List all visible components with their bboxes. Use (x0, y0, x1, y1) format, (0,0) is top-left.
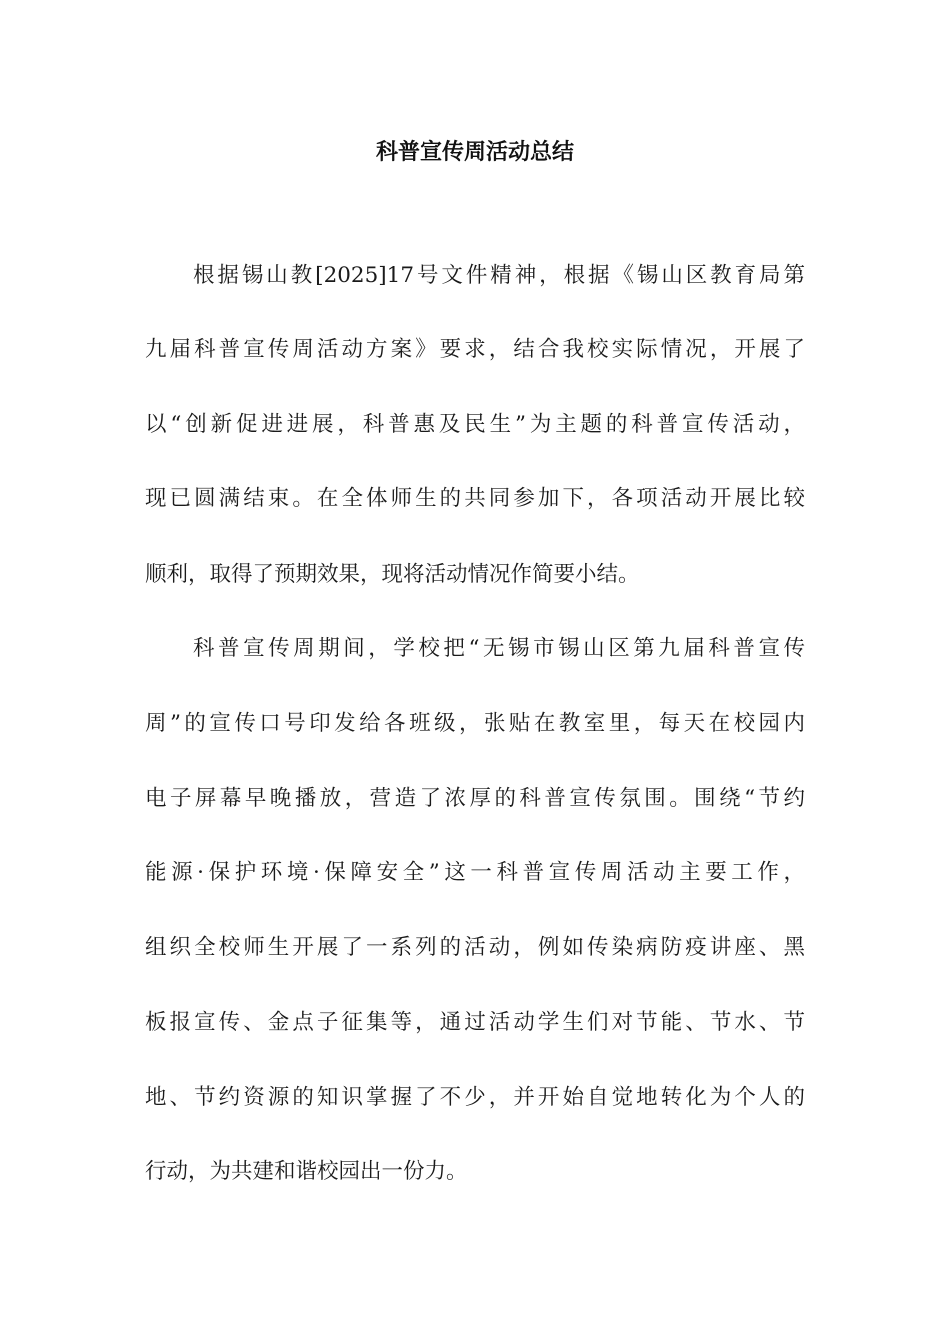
document-title: 科普宣传周活动总结 (375, 139, 574, 165)
paragraph-line: 科普宣传周期间，学校把“无锡市锡山区第九届科普宣传 (193, 636, 805, 661)
paragraph-line: 顺利，取得了预期效果，现将活动情况作简要小结。 (145, 562, 640, 587)
paragraph-line: 能源·保护环境·保障安全”这一科普宣传周活动主要工作， (145, 860, 805, 885)
paragraph-line: 板报宣传、金点子征集等，通过活动学生们对节能、节水、节 (145, 1010, 805, 1035)
paragraph-line: 行动，为共建和谐校园出一份力。 (145, 1159, 468, 1184)
paragraph-line: 根据锡山教[2025]17号文件精神，根据《锡山区教育局第 (193, 263, 805, 288)
paragraph-line: 现已圆满结束。在全体师生的共同参加下，各项活动开展比较 (145, 486, 805, 511)
paragraph-line: 九届科普宣传周活动方案》要求，结合我校实际情况，开展了 (145, 337, 805, 362)
paragraph-line: 组织全校师生开展了一系列的活动，例如传染病防疫讲座、黑 (145, 935, 805, 960)
paragraph-line: 以“创新促进进展，科普惠及民生”为主题的科普宣传活动， (145, 412, 805, 437)
paragraph-line: 周”的宣传口号印发给各班级，张贴在教室里，每天在校园内 (145, 711, 805, 736)
paragraph-line: 电子屏幕早晚播放，营造了浓厚的科普宣传氛围。围绕“节约 (145, 786, 805, 811)
paragraph-line: 地、节约资源的知识掌握了不少，并开始自觉地转化为个人的 (145, 1085, 805, 1110)
